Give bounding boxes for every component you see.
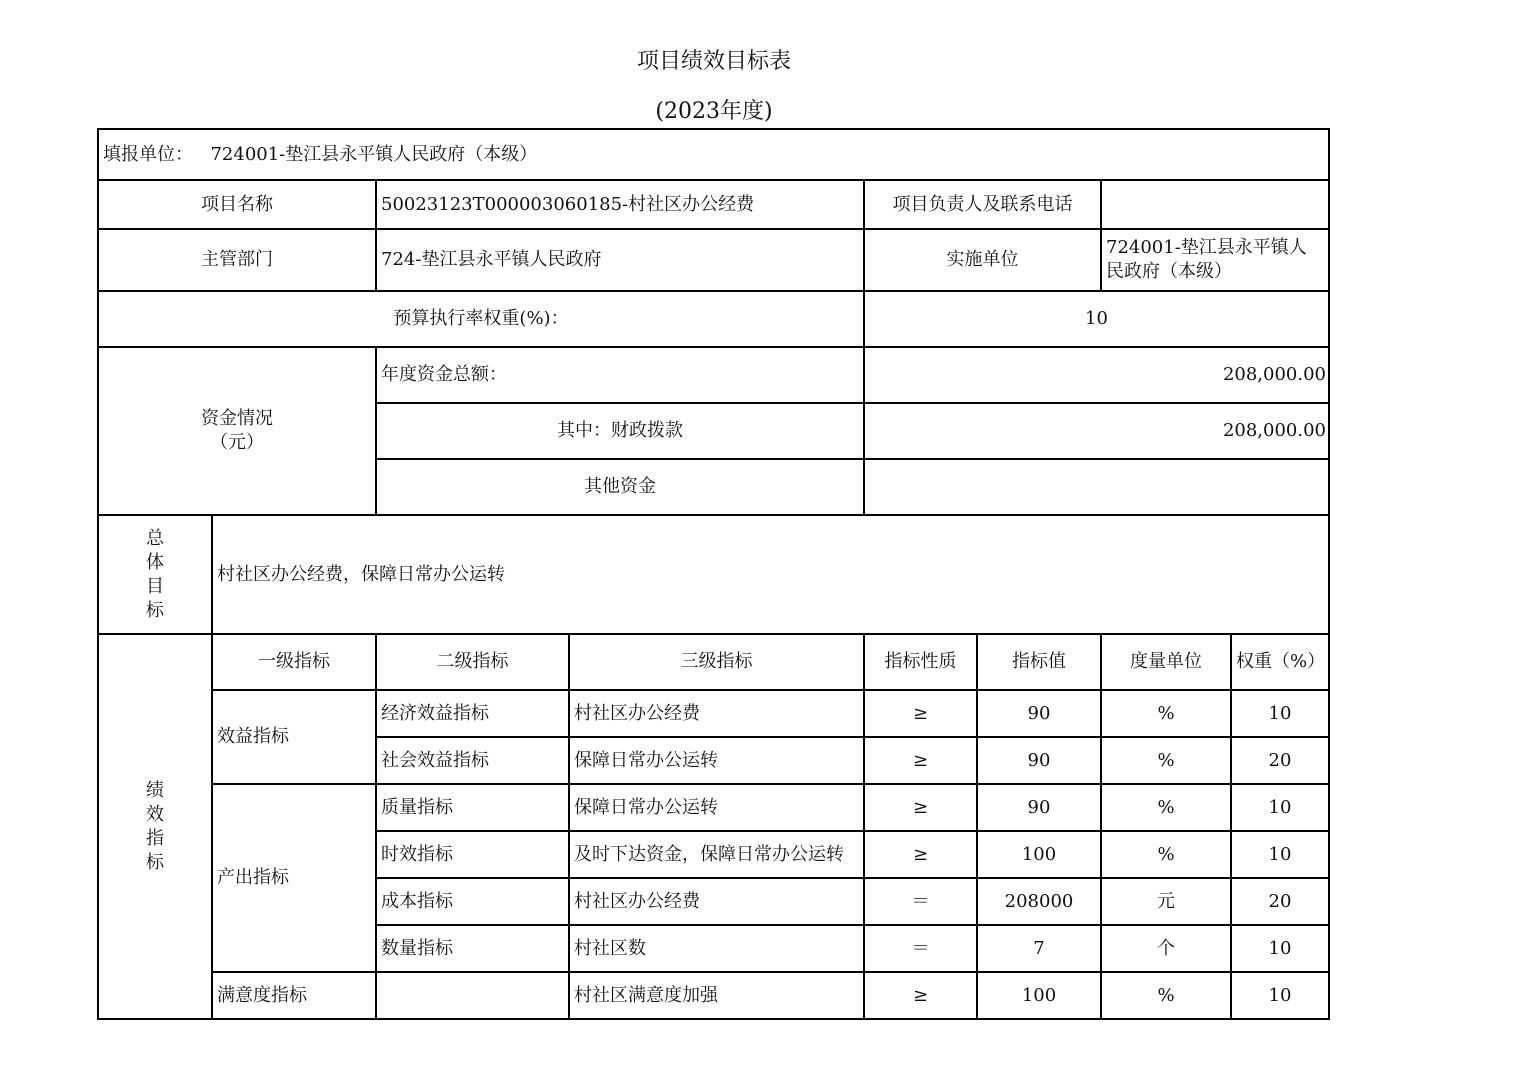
nature-cell: ＝ <box>864 878 977 925</box>
level3-cell: 村社区数 <box>569 925 864 972</box>
overall-goal-char: 标 <box>146 599 164 621</box>
level3-cell: 及时下达资金，保障日常办公运转 <box>569 831 864 878</box>
level3-cell: 保障日常办公运转 <box>569 784 864 831</box>
nature-cell: ≥ <box>864 784 977 831</box>
value-cell: 90 <box>977 690 1101 737</box>
value-cell: 100 <box>977 972 1101 1019</box>
weight-cell: 10 <box>1231 690 1329 737</box>
level3-cell: 保障日常办公运转 <box>569 737 864 784</box>
funds-label-cell <box>98 347 376 515</box>
performance-label <box>98 634 212 1019</box>
level3-cell: 村社区办公经费 <box>569 878 864 925</box>
overall-goal-char: 目 <box>146 575 164 597</box>
level2-cell: 质量指标 <box>376 784 569 831</box>
value-cell: 208000 <box>977 878 1101 925</box>
nature-cell: ≥ <box>864 690 977 737</box>
nature-cell: ＝ <box>864 925 977 972</box>
project-contact-value <box>1101 180 1329 229</box>
header-unit: 度量单位 <box>1101 634 1231 690</box>
level2-cell: 经济效益指标 <box>376 690 569 737</box>
level1-cell: 产出指标 <box>212 784 376 972</box>
funds-fiscal-label: 其中：财政拨款 <box>376 403 864 459</box>
fill-unit-row <box>98 129 1329 180</box>
unit-cell: % <box>1101 784 1231 831</box>
unit-cell: % <box>1101 972 1231 1019</box>
funds-fiscal-value: 208,000.00 <box>864 403 1329 459</box>
unit-cell: 元 <box>1101 878 1231 925</box>
funds-label: 资金情况 <box>201 408 273 429</box>
funds-total-value: 208,000.00 <box>864 347 1329 403</box>
performance-char: 效 <box>146 803 164 825</box>
level2-cell: 成本指标 <box>376 878 569 925</box>
nature-cell: ≥ <box>864 972 977 1019</box>
header-level3: 三级指标 <box>569 634 864 690</box>
level1-cell: 满意度指标 <box>212 972 376 1019</box>
page-subtitle: (2023年度) <box>655 99 773 124</box>
level2-cell: 时效指标 <box>376 831 569 878</box>
level3-cell: 村社区满意度加强 <box>569 972 864 1019</box>
impl-unit-label: 实施单位 <box>864 229 1101 291</box>
unit-cell: 个 <box>1101 925 1231 972</box>
value-cell: 7 <box>977 925 1101 972</box>
unit-cell: % <box>1101 737 1231 784</box>
competent-dept-value: 724-垫江县永平镇人民政府 <box>376 229 864 291</box>
weight-cell: 10 <box>1231 925 1329 972</box>
weight-cell: 10 <box>1231 784 1329 831</box>
level2-cell <box>376 972 569 1019</box>
overall-goal-label <box>98 515 212 634</box>
level2-cell: 数量指标 <box>376 925 569 972</box>
value-cell: 90 <box>977 737 1101 784</box>
header-nature: 指标性质 <box>864 634 977 690</box>
weight-cell: 10 <box>1231 831 1329 878</box>
unit-cell: % <box>1101 690 1231 737</box>
fill-unit-label: 填报单位： <box>103 143 193 165</box>
budget-weight-value: 10 <box>864 291 1329 347</box>
table-row <box>98 690 1329 737</box>
header-level1: 一级指标 <box>212 634 376 690</box>
weight-cell: 20 <box>1231 737 1329 784</box>
funds-other-value <box>864 459 1329 515</box>
performance-goal-table <box>97 128 1330 1020</box>
project-name-value: 50023123T000003060185-村社区办公经费 <box>376 180 864 229</box>
competent-dept-label: 主管部门 <box>98 229 376 291</box>
performance-char: 标 <box>146 851 164 873</box>
performance-char: 指 <box>146 827 164 849</box>
header-value: 指标值 <box>977 634 1101 690</box>
weight-cell: 20 <box>1231 878 1329 925</box>
page-title: 项目绩效目标表 <box>636 49 791 74</box>
project-contact-label: 项目负责人及联系电话 <box>864 180 1101 229</box>
fill-unit-value: 724001-垫江县永平镇人民政府（本级） <box>210 143 538 165</box>
table-row <box>98 972 1329 1019</box>
level2-cell: 社会效益指标 <box>376 737 569 784</box>
impl-unit-value: 724001-垫江县永平镇人民政府（本级） <box>1101 229 1329 291</box>
overall-goal-char: 总 <box>146 527 164 549</box>
project-name-label: 项目名称 <box>98 180 376 229</box>
nature-cell: ≥ <box>864 737 977 784</box>
weight-cell: 10 <box>1231 972 1329 1019</box>
funds-unit: （元） <box>210 432 264 453</box>
overall-goal-char: 体 <box>146 551 164 573</box>
header-weight: 权重（%） <box>1231 634 1329 690</box>
funds-total-label: 年度资金总额： <box>376 347 864 403</box>
unit-cell: % <box>1101 831 1231 878</box>
header-level2: 二级指标 <box>376 634 569 690</box>
value-cell: 90 <box>977 784 1101 831</box>
nature-cell: ≥ <box>864 831 977 878</box>
level3-cell: 村社区办公经费 <box>569 690 864 737</box>
performance-char: 绩 <box>146 779 164 801</box>
level1-cell: 效益指标 <box>212 690 376 784</box>
overall-goal-value: 村社区办公经费，保障日常办公运转 <box>212 515 1329 634</box>
budget-weight-label: 预算执行率权重(%)： <box>98 291 864 347</box>
funds-other-label: 其他资金 <box>376 459 864 515</box>
value-cell: 100 <box>977 831 1101 878</box>
table-row <box>98 784 1329 831</box>
